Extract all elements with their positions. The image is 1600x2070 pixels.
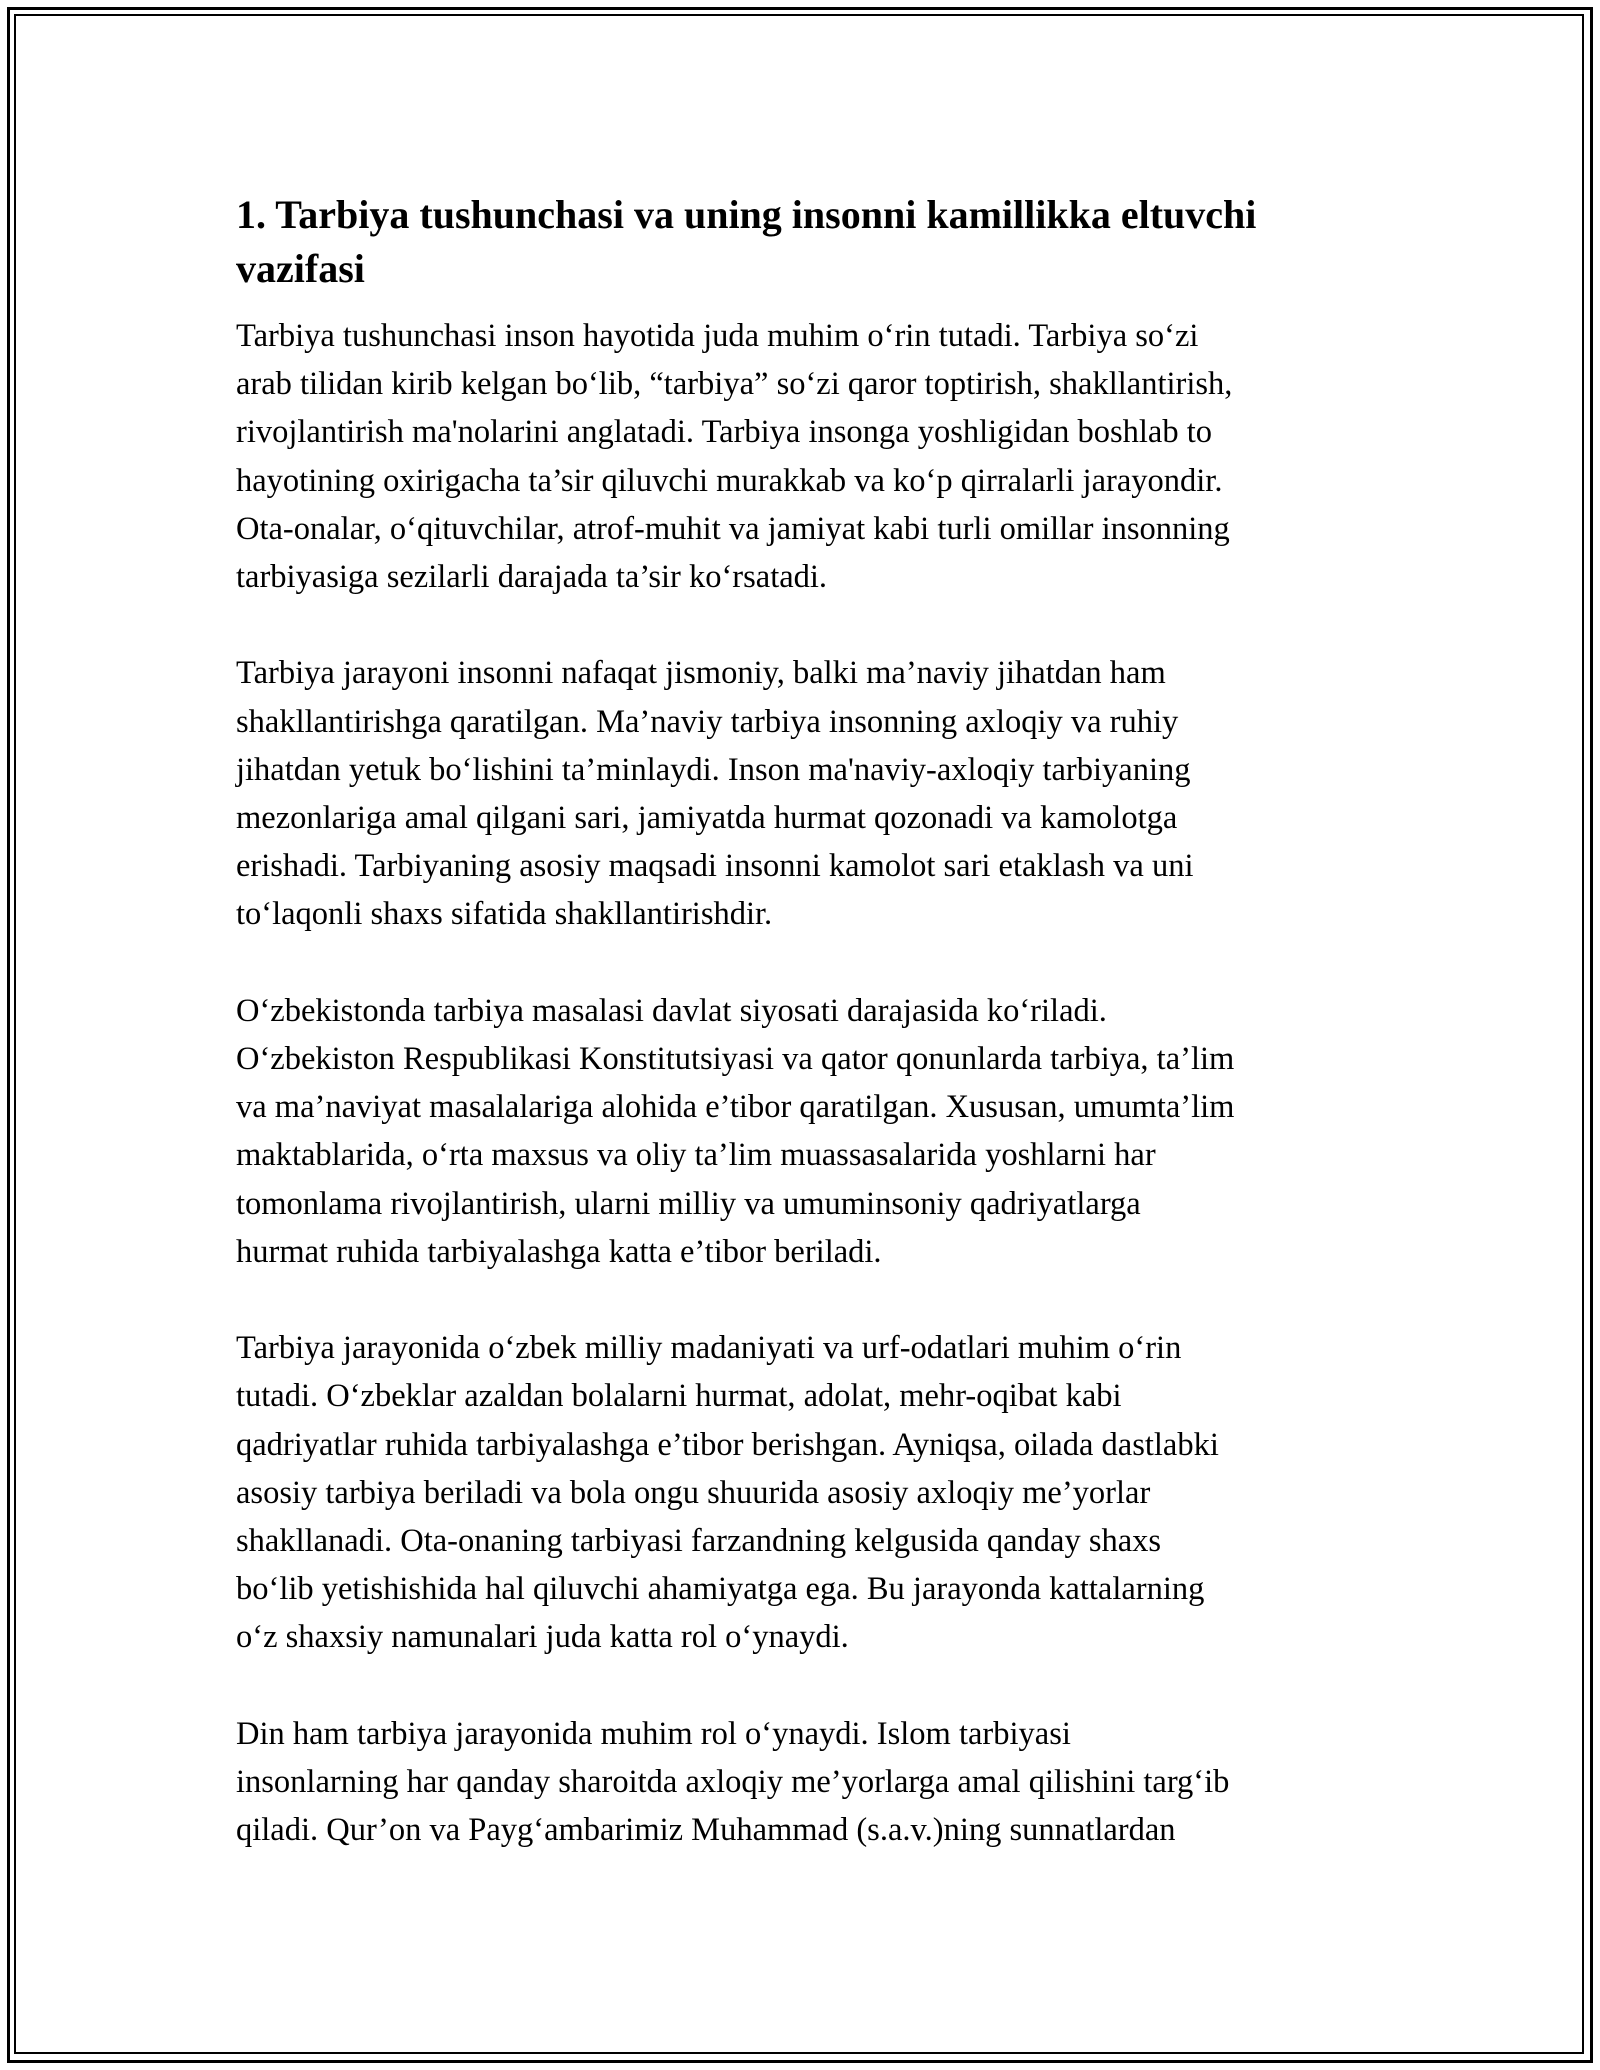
- text-line: insonlarning har qanday sharoitda axloqiy me’yorlarga amal qilishini targ‘ib: [236, 1764, 1230, 1801]
- text-line: va ma’naviyat masalalariga alohida e’tibor qaratilgan. Xususan, umumta’lim: [236, 1089, 1235, 1126]
- text-line: tutadi. O‘zbeklar azaldan bolalarni hurmat, adolat, mehr-oqibat kabi: [236, 1378, 1122, 1415]
- heading-line: 1. Tarbiya tushunchasi va uning insonni kamillikka eltuvchi: [236, 192, 1257, 237]
- text-line: mezonlariga amal qilgani sari, jamiyatda hurmat qozonadi va kamolotga: [236, 800, 1178, 837]
- text-line: hurmat ruhida tarbiyalashga katta e’tibor beriladi.: [236, 1233, 882, 1270]
- text-line: rivojlantirish ma'nolarini anglatadi. Tarbiya insonga yoshligidan boshlab to: [236, 414, 1212, 451]
- paragraph-3: [236, 987, 1366, 1276]
- text-line: Ota-onalar, o‘qituvchilar, atrof-muhit va jamiyat kabi turli omillar insonning: [236, 510, 1230, 547]
- text-line: maktablarida, o‘rta maxsus va oliy ta’lim muassasalarida yoshlarni har: [236, 1137, 1156, 1174]
- text-line: qiladi. Qur’on va Payg‘ambarimiz Muhammad (s.a.v.)ning sunnatlardan: [236, 1812, 1176, 1849]
- text-line: erishadi. Tarbiyaning asosiy maqsadi insonni kamolot sari etaklash va uni: [236, 848, 1194, 885]
- text-line: tarbiyasiga sezilarli darajada ta’sir ko‘rsatadi.: [236, 559, 828, 596]
- text-line: shakllantirishga qaratilgan. Ma’naviy tarbiya insonning axloqiy va ruhiy: [236, 703, 1179, 740]
- text-line: to‘laqonli shaxs sifatida shakllantirishdir.: [236, 896, 773, 933]
- paragraph-1: [236, 312, 1366, 601]
- text-line: o‘z shaxsiy namunalari juda katta rol o‘ynaydi.: [236, 1619, 849, 1656]
- text-line: asosiy tarbiya beriladi va bola ongu shuurida asosiy axloqiy me’yorlar: [236, 1474, 1151, 1511]
- text-line: hayotining oxirigacha ta’sir qiluvchi murakkab va ko‘p qirralarli jarayondir.: [236, 462, 1223, 499]
- text-line: bo‘lib yetishishida hal qiluvchi ahamiyatga ega. Bu jarayonda kattalarning: [236, 1571, 1205, 1608]
- text-line: arab tilidan kirib kelgan bo‘lib, “tarbiya” so‘zi qaror toptirish, shakllantirish,: [236, 366, 1233, 403]
- text-line: qadriyatlar ruhida tarbiyalashga e’tibor berishgan. Ayniqsa, oilada dastlabki: [236, 1426, 1219, 1463]
- text-line: Tarbiya tushunchasi inson hayotida juda muhim o‘rin tutadi. Tarbiya so‘zi: [236, 318, 1199, 354]
- text-line: O‘zbekistonda tarbiya masalasi davlat siyosati darajasida ko‘riladi.: [236, 992, 1107, 1029]
- section-heading: [236, 188, 1366, 296]
- paragraph-4: [236, 1324, 1366, 1661]
- text-line: O‘zbekiston Respublikasi Konstitutsiyasi va qator qonunlarda tarbiya, ta’lim: [236, 1041, 1235, 1078]
- text-line: Din ham tarbiya jarayonida muhim rol o‘ynaydi. Islom tarbiyasi: [236, 1715, 1071, 1752]
- text-line: shakllanadi. Ota-onaning tarbiyasi farzandning kelgusida qanday shaxs: [236, 1523, 1162, 1560]
- text-line: tomonlama rivojlantirish, ularni milliy va umuminsoniy qadriyatlarga: [236, 1185, 1141, 1222]
- heading-line: vazifasi: [236, 246, 365, 291]
- text-line: Tarbiya jarayoni insonni nafaqat jismoniy, balki ma’naviy jihatdan ham: [236, 655, 1166, 692]
- text-line: jihatdan yetuk bo‘lishini ta’minlaydi. Inson ma'naviy-axloqiy tarbiyaning: [236, 751, 1191, 788]
- paragraph-2: [236, 649, 1366, 938]
- text-line: Tarbiya jarayonida o‘zbek milliy madaniyati va urf-odatlari muhim o‘rin: [236, 1330, 1182, 1367]
- paragraph-5: [236, 1710, 1366, 1855]
- document-body: [236, 188, 1366, 1903]
